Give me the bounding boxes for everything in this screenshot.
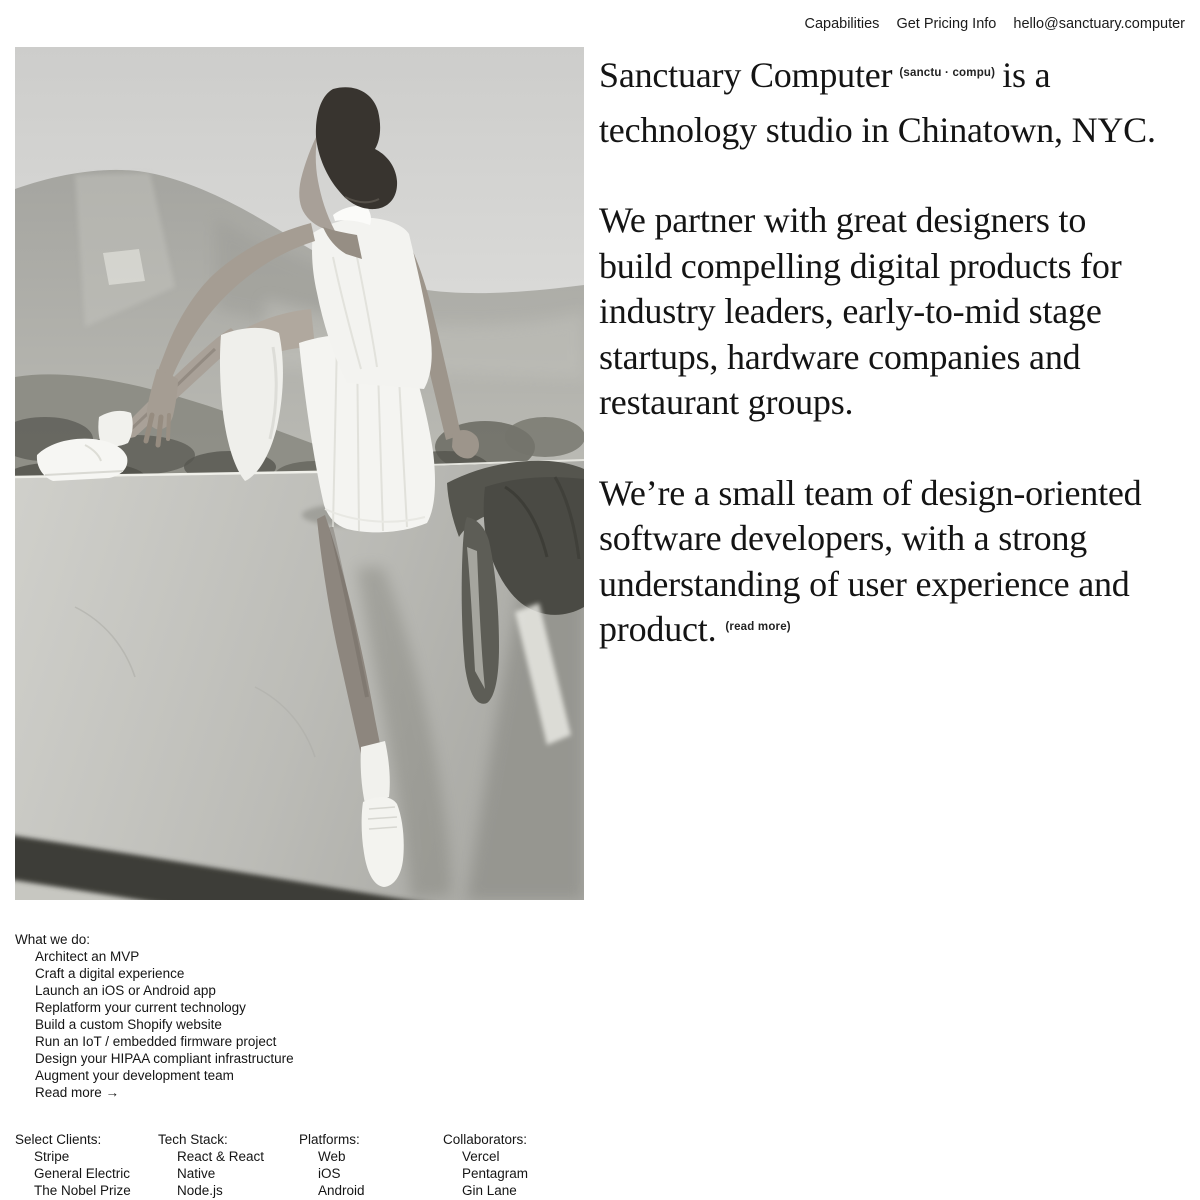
read-more-link[interactable]: Read more → [35,1085,120,1100]
service-item: Launch an iOS or Android app [35,983,216,998]
platform-item: Web [318,1149,346,1164]
platforms-column [299,1131,443,1199]
service-item: Augment your development team [35,1068,234,1083]
client-item: Stripe [34,1149,70,1164]
column-heading: Platforms: [299,1132,360,1147]
intro-paragraph: Sanctuary Computer $^{(sanctu \cdot compu)}$ is a technology studio in Chinatown, NYC. [599,55,1156,150]
platform-item: Android [318,1183,365,1198]
column-heading: Collaborators: [443,1132,528,1147]
studio-name: Sanctuary Computer [599,55,893,95]
select-clients-column [15,1131,158,1199]
service-item: Craft a digital experience [35,966,185,981]
nav-link-email[interactable]: hello@sanctuary.computer [1013,16,1185,32]
collaborator-item: Gin Lane [462,1183,517,1198]
pronunciation-annotation: (sanctu · compu) [899,67,996,79]
service-item: Architect an MVP [35,949,140,964]
partnership-paragraph: We partner with great designers to build compelling digital products for industry leaders, early-to-mid stage startups, hardware companies and restaurant groups. [599,200,1122,422]
tech-item: Node.js [177,1183,223,1198]
team-paragraph: We’re a small team of design-oriented software developers, with a strong understanding of user experience and product. $^{(read more)}$ [599,472,1142,649]
top-nav [804,16,1185,32]
collaborators-column [443,1131,528,1199]
collaborator-item: Pentagram [462,1166,529,1181]
tech-item: Native [177,1166,216,1181]
nav-link-capabilities[interactable]: Capabilities [804,16,880,32]
platform-item: iOS [318,1166,341,1181]
nav-link-get-pricing-info[interactable]: Get Pricing Info [896,16,997,32]
tech-stack-column [158,1131,299,1199]
what-we-do-heading: What we do: [15,932,91,947]
service-item: Run an IoT / embedded firmware project [35,1034,277,1049]
hero-copy [599,53,1199,662]
footer-columns [15,1131,528,1199]
service-item: Replatform your current technology [35,1000,246,1015]
service-item: Build a custom Shopify website [35,1017,222,1032]
client-item: The Nobel Prize [34,1183,131,1198]
what-we-do-section [15,931,294,1101]
column-heading: Tech Stack: [158,1132,228,1147]
collaborator-item: Vercel [462,1149,500,1164]
read-more-annotation-link[interactable]: (read more) [725,621,791,633]
column-heading: Select Clients: [15,1132,102,1147]
client-item: General Electric [34,1166,131,1181]
hero-photo [15,47,584,900]
service-item: Design your HIPAA compliant infrastructure [35,1051,294,1066]
tech-item: React & React [177,1149,265,1164]
hero-photo-illustration [15,47,584,900]
